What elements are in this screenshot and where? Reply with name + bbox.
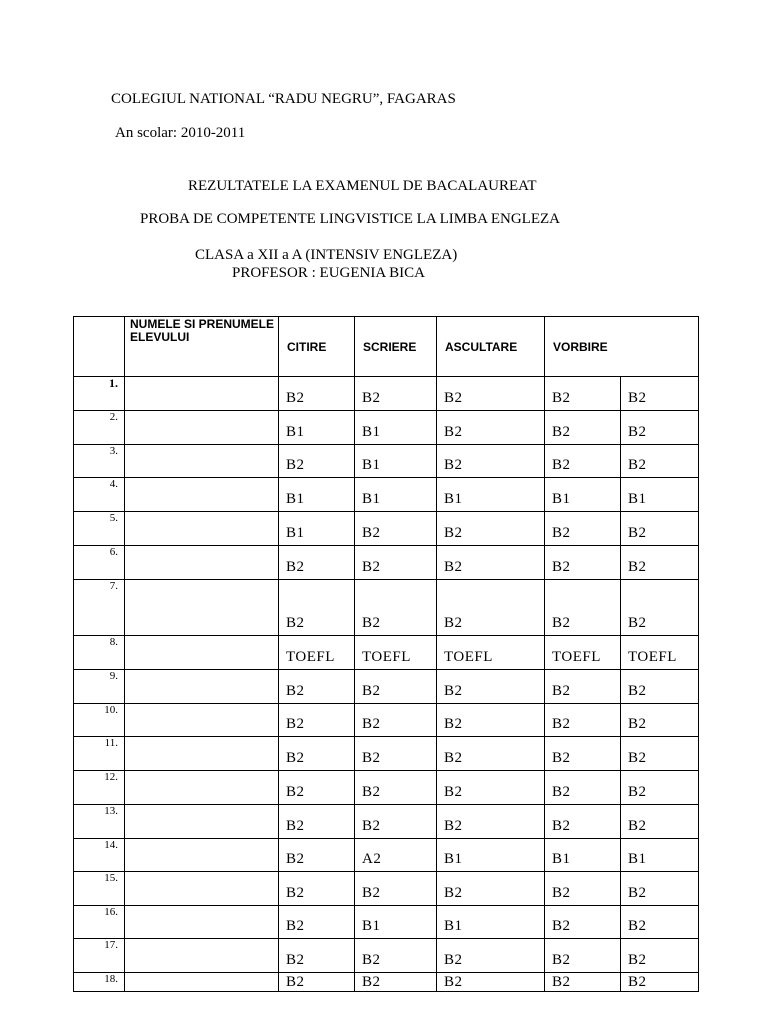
student-name-cell bbox=[125, 411, 279, 445]
grade-cell: B2 bbox=[621, 512, 699, 546]
table-row bbox=[74, 839, 699, 872]
grade-cell: B1 bbox=[355, 445, 437, 478]
grade-cell: B2 bbox=[545, 546, 621, 580]
table-row bbox=[74, 377, 699, 411]
grade-cell: B2 bbox=[279, 377, 355, 411]
table-row bbox=[74, 580, 699, 636]
teacher-label: PROFESOR : EUGENIA BICA bbox=[232, 265, 425, 281]
table-row bbox=[74, 445, 699, 478]
grade-cell: B2 bbox=[621, 445, 699, 478]
table-row bbox=[74, 512, 699, 546]
grade-cell: B2 bbox=[545, 704, 621, 737]
row-number: 15. bbox=[74, 872, 125, 906]
student-name-cell bbox=[125, 872, 279, 906]
student-name-cell bbox=[125, 939, 279, 973]
school-name: COLEGIUL NATIONAL “RADU NEGRU”, FAGARAS bbox=[111, 91, 456, 107]
grade-cell: B2 bbox=[279, 670, 355, 704]
grade-cell: B1 bbox=[437, 839, 545, 872]
grade-cell: B2 bbox=[621, 872, 699, 906]
row-number: 18. bbox=[74, 973, 125, 992]
grade-cell: B2 bbox=[621, 939, 699, 973]
student-name-cell bbox=[125, 478, 279, 512]
student-name-cell bbox=[125, 670, 279, 704]
grade-cell: B2 bbox=[437, 805, 545, 839]
row-number: 3. bbox=[74, 445, 125, 478]
grade-cell: B2 bbox=[545, 939, 621, 973]
row-number: 14. bbox=[74, 839, 125, 872]
grade-cell: B1 bbox=[545, 478, 621, 512]
grade-cell: B2 bbox=[621, 973, 699, 992]
table-row bbox=[74, 973, 699, 992]
grade-cell: B2 bbox=[355, 771, 437, 805]
grade-cell: B2 bbox=[621, 704, 699, 737]
grade-cell: B2 bbox=[437, 377, 545, 411]
grade-cell: B1 bbox=[621, 839, 699, 872]
document-title: REZULTATELE LA EXAMENUL DE BACALAUREAT bbox=[188, 178, 537, 194]
grade-cell: B2 bbox=[279, 872, 355, 906]
grade-cell: B2 bbox=[279, 546, 355, 580]
grade-cell: B2 bbox=[355, 512, 437, 546]
grade-cell: TOEFL bbox=[545, 636, 621, 670]
row-number: 16. bbox=[74, 906, 125, 939]
table-row bbox=[74, 670, 699, 704]
grade-cell: B2 bbox=[437, 872, 545, 906]
grade-cell: B2 bbox=[279, 445, 355, 478]
grade-cell: B1 bbox=[279, 411, 355, 445]
header-vorbire: VORBIRE bbox=[545, 317, 699, 377]
grade-cell: B2 bbox=[279, 906, 355, 939]
grade-cell: B2 bbox=[545, 445, 621, 478]
class-label: CLASA a XII a A (INTENSIV ENGLEZA) bbox=[195, 247, 458, 263]
student-name-cell bbox=[125, 546, 279, 580]
grade-cell: B2 bbox=[545, 512, 621, 546]
grade-cell: TOEFL bbox=[437, 636, 545, 670]
grade-cell: B2 bbox=[437, 580, 545, 636]
grade-cell: B2 bbox=[355, 377, 437, 411]
grade-cell: B2 bbox=[355, 704, 437, 737]
student-name-cell bbox=[125, 512, 279, 546]
grade-cell: B2 bbox=[437, 512, 545, 546]
grade-cell: B2 bbox=[437, 737, 545, 771]
student-name-cell bbox=[125, 580, 279, 636]
table-row bbox=[74, 771, 699, 805]
grade-cell: B2 bbox=[621, 377, 699, 411]
table-row bbox=[74, 906, 699, 939]
table-header-row bbox=[74, 317, 699, 377]
header-number-cell bbox=[74, 317, 125, 377]
row-number: 17. bbox=[74, 939, 125, 973]
grade-cell: B2 bbox=[621, 805, 699, 839]
student-name-cell bbox=[125, 377, 279, 411]
school-year: An scolar: 2010-2011 bbox=[115, 125, 246, 141]
grade-cell: B2 bbox=[355, 939, 437, 973]
table-row bbox=[74, 478, 699, 512]
student-name-cell bbox=[125, 973, 279, 992]
grade-cell: B2 bbox=[621, 737, 699, 771]
grade-cell: B1 bbox=[355, 411, 437, 445]
table-row bbox=[74, 411, 699, 445]
grade-cell: B2 bbox=[355, 580, 437, 636]
grade-cell: B2 bbox=[279, 805, 355, 839]
grade-cell: B2 bbox=[355, 546, 437, 580]
grade-cell: B2 bbox=[545, 805, 621, 839]
grade-cell: B2 bbox=[621, 580, 699, 636]
grade-cell: B2 bbox=[355, 670, 437, 704]
table-row bbox=[74, 939, 699, 973]
row-number: 9. bbox=[74, 670, 125, 704]
header-scriere: SCRIERE bbox=[355, 317, 437, 377]
row-number: 2. bbox=[74, 411, 125, 445]
grade-cell: B1 bbox=[355, 906, 437, 939]
grade-cell: B2 bbox=[355, 805, 437, 839]
header-citire: CITIRE bbox=[279, 317, 355, 377]
row-number: 5. bbox=[74, 512, 125, 546]
grade-cell: B1 bbox=[621, 478, 699, 512]
student-name-cell bbox=[125, 771, 279, 805]
results-table bbox=[73, 316, 699, 992]
row-number: 12. bbox=[74, 771, 125, 805]
grade-cell: B2 bbox=[545, 906, 621, 939]
grade-cell: A2 bbox=[355, 839, 437, 872]
header-student-name: NUMELE SI PRENUMELE ELEVULUI bbox=[125, 317, 279, 377]
grade-cell: B2 bbox=[545, 377, 621, 411]
grade-cell: B2 bbox=[545, 973, 621, 992]
student-name-cell bbox=[125, 636, 279, 670]
grade-cell: B2 bbox=[621, 411, 699, 445]
student-name-cell bbox=[125, 445, 279, 478]
table-row bbox=[74, 805, 699, 839]
row-number: 8. bbox=[74, 636, 125, 670]
student-name-cell bbox=[125, 704, 279, 737]
student-name-cell bbox=[125, 906, 279, 939]
row-number: 13. bbox=[74, 805, 125, 839]
table-row bbox=[74, 546, 699, 580]
document-subtitle: PROBA DE COMPETENTE LINGVISTICE LA LIMBA ENGLEZA bbox=[140, 211, 560, 227]
row-number: 4. bbox=[74, 478, 125, 512]
row-number: 10. bbox=[74, 704, 125, 737]
grade-cell: B1 bbox=[355, 478, 437, 512]
grade-cell: B2 bbox=[355, 872, 437, 906]
grade-cell: B2 bbox=[279, 939, 355, 973]
student-name-cell bbox=[125, 839, 279, 872]
grade-cell: B2 bbox=[437, 445, 545, 478]
grade-cell: B2 bbox=[545, 872, 621, 906]
grade-cell: B2 bbox=[437, 973, 545, 992]
grade-cell: B2 bbox=[279, 704, 355, 737]
grade-cell: B2 bbox=[279, 580, 355, 636]
grade-cell: B2 bbox=[279, 771, 355, 805]
grade-cell: TOEFL bbox=[279, 636, 355, 670]
grade-cell: B2 bbox=[437, 411, 545, 445]
row-number: 11. bbox=[74, 737, 125, 771]
grade-cell: B2 bbox=[437, 704, 545, 737]
row-number: 6. bbox=[74, 546, 125, 580]
grade-cell: B2 bbox=[621, 771, 699, 805]
header-ascultare: ASCULTARE bbox=[437, 317, 545, 377]
grade-cell: B2 bbox=[621, 546, 699, 580]
grade-cell: TOEFL bbox=[355, 636, 437, 670]
grade-cell: B2 bbox=[437, 670, 545, 704]
grade-cell: B1 bbox=[279, 478, 355, 512]
student-name-cell bbox=[125, 737, 279, 771]
grade-cell: B2 bbox=[545, 411, 621, 445]
grade-cell: B2 bbox=[279, 839, 355, 872]
grade-cell: B1 bbox=[545, 839, 621, 872]
grade-cell: B1 bbox=[437, 906, 545, 939]
grade-cell: B2 bbox=[545, 737, 621, 771]
grade-cell: B2 bbox=[621, 906, 699, 939]
grade-cell: B2 bbox=[279, 737, 355, 771]
grade-cell: B2 bbox=[545, 580, 621, 636]
grade-cell: B1 bbox=[279, 512, 355, 546]
grade-cell: B2 bbox=[437, 546, 545, 580]
grade-cell: B2 bbox=[355, 973, 437, 992]
row-number: 7. bbox=[74, 580, 125, 636]
grade-cell: B2 bbox=[545, 670, 621, 704]
grade-cell: B2 bbox=[355, 737, 437, 771]
grade-cell: B2 bbox=[279, 973, 355, 992]
table-row bbox=[74, 737, 699, 771]
grade-cell: B2 bbox=[437, 939, 545, 973]
grade-cell: B2 bbox=[621, 670, 699, 704]
grade-cell: B1 bbox=[437, 478, 545, 512]
row-number: 1. bbox=[74, 377, 125, 411]
grade-cell: B2 bbox=[437, 771, 545, 805]
table-row bbox=[74, 872, 699, 906]
student-name-cell bbox=[125, 805, 279, 839]
grade-cell: B2 bbox=[545, 771, 621, 805]
table-row bbox=[74, 704, 699, 737]
grade-cell: TOEFL bbox=[621, 636, 699, 670]
table-row bbox=[74, 636, 699, 670]
